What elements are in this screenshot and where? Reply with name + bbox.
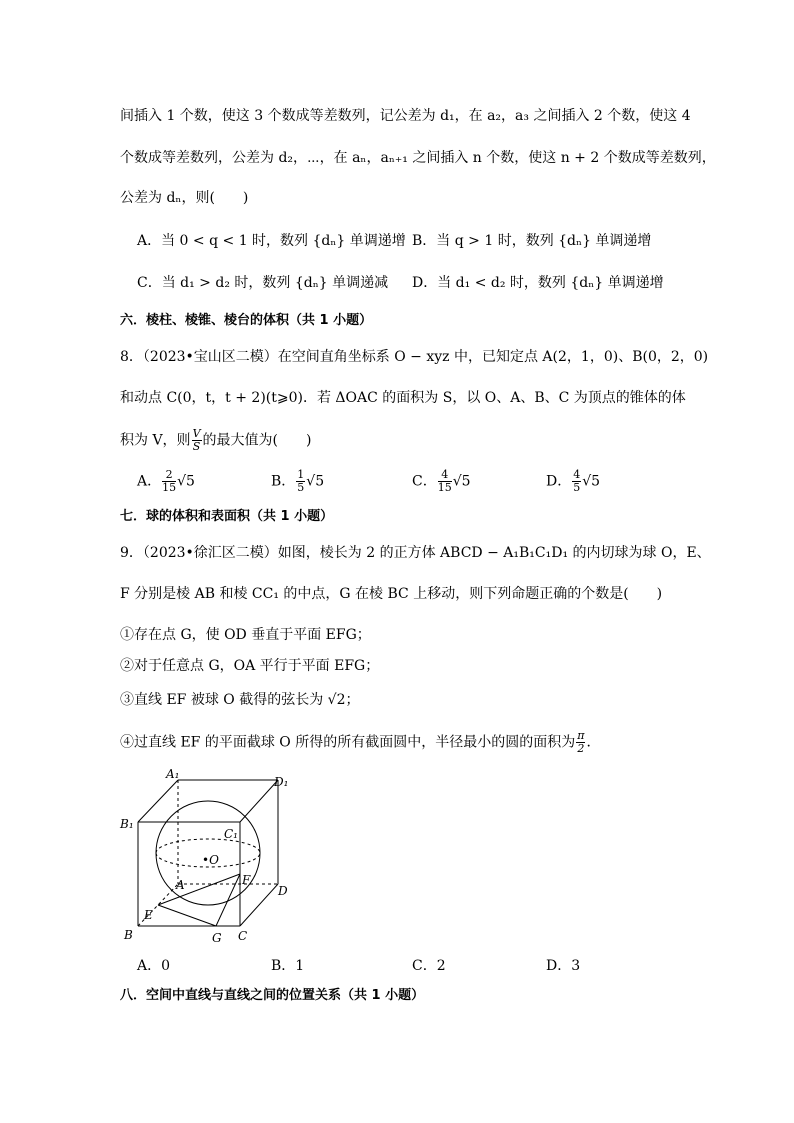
edge-c1d1 xyxy=(240,780,278,822)
cube-with-inscribed-sphere-figure xyxy=(112,760,312,945)
q8-fraction-v-over-s: $\frac{V}{S}$ xyxy=(192,427,201,453)
q8-option-d: D． $\frac{4}{5}$ √5 xyxy=(546,468,601,494)
q9-option-a: A．0 xyxy=(137,958,171,974)
q8-line-3-pre: 积为 V，则 xyxy=(120,432,191,449)
q9-option-b: B．1 xyxy=(271,958,305,974)
q8-option-c: C． $\frac{4}{15}$ √5 xyxy=(412,468,471,494)
q9-statement-2: ②对于任意点 G，OA 平行于平面 EFG； xyxy=(120,658,380,674)
label-b1: B₁ xyxy=(120,817,134,831)
q8-line-3-post: 的最大值为( ) xyxy=(202,432,312,449)
section-heading-6: 六．棱柱、棱锥、棱台的体积（共 1 小题） xyxy=(120,313,373,328)
q8-option-a: A． $\frac{2}{15}$ √5 xyxy=(137,468,195,494)
label-c1: C₁ xyxy=(224,827,238,841)
label-e: E xyxy=(144,908,153,922)
label-f: F xyxy=(242,873,251,887)
label-d1: D₁ xyxy=(274,775,289,789)
q9-fraction-pi-over-2: $\frac{\pi}{2}$ xyxy=(577,729,585,755)
q8-line-3 xyxy=(120,428,311,453)
label-b: B xyxy=(124,928,133,942)
edge-cd xyxy=(240,884,278,926)
q7-option-c: C．当 d₁ > d₂ 时，数列 {dₙ} 单调递减 xyxy=(137,275,389,291)
q7-option-d: D．当 d₁ < d₂ 时，数列 {dₙ} 单调递增 xyxy=(412,275,664,291)
q8-line-1: 8．（2023•宝山区二模）在空间直角坐标系 O − xyz 中，已知定点 A(2，1，0)、B(0，2，0) xyxy=(120,349,709,365)
q9-option-d: D．3 xyxy=(546,958,581,974)
q7-option-b: B．当 q > 1 时，数列 {dₙ} 单调递增 xyxy=(412,233,652,249)
q9-statement-1: ①存在点 G，使 OD 垂直于平面 EFG； xyxy=(120,627,371,643)
q9-line-2: F 分别是棱 AB 和棱 CC₁ 的中点，G 在棱 BC 上移动，则下列命题正确的个数是( ) xyxy=(120,586,663,602)
label-o: •O xyxy=(202,853,219,867)
q7-option-a: A．当 0 < q < 1 时，数列 {dₙ} 单调递增 xyxy=(137,233,406,249)
section-heading-7: 七．球的体积和表面积（共 1 小题） xyxy=(120,509,334,524)
q9-line-1: 9．（2023•徐汇区二模）如图，棱长为 2 的正方体 ABCD − A₁B₁C₁D₁ 的内切球为球 O，E、 xyxy=(120,545,711,561)
q8-option-b: B． $\frac{1}{5}$ √5 xyxy=(271,468,325,494)
section-heading-8: 八．空间中直线与直线之间的位置关系（共 1 小题） xyxy=(120,988,425,1003)
q7-line-3: 公差为 dₙ，则( ) xyxy=(120,190,249,206)
q9-option-c: C．2 xyxy=(412,958,446,974)
q7-line-1: 间插入 1 个数，使这 3 个数成等差数列，记公差为 d₁，在 a₂，a₃ 之间插入 2 个数，使这 4 xyxy=(120,108,691,124)
q8-line-2: 和动点 C(0，t，t + 2)(t⩾0)．若 ΔOAC 的面积为 S，以 O、A、B、C 为顶点的锥体的体 xyxy=(120,390,686,406)
q9-statement-3: ③直线 EF 被球 O 截得的弦长为 √2； xyxy=(120,692,360,708)
label-d: D xyxy=(278,884,288,898)
segment-eg xyxy=(158,905,216,926)
label-c: C xyxy=(238,929,248,943)
q7-line-2: 个数成等差数列，公差为 d₂，⋯，在 aₙ，aₙ₊₁ 之间插入 n 个数，使这 n + 2 个数成等差数列， xyxy=(120,150,716,166)
label-g: G xyxy=(212,931,222,945)
label-a1: A₁ xyxy=(166,767,180,781)
q9-statement-4: ④过直线 EF 的平面截球 O 所得的所有截面圆中，半径最小的圆的面积为 $\frac{\pi}{2}$ ． xyxy=(120,729,601,755)
sphere-equator-back xyxy=(156,839,260,853)
label-a: A xyxy=(176,878,185,892)
